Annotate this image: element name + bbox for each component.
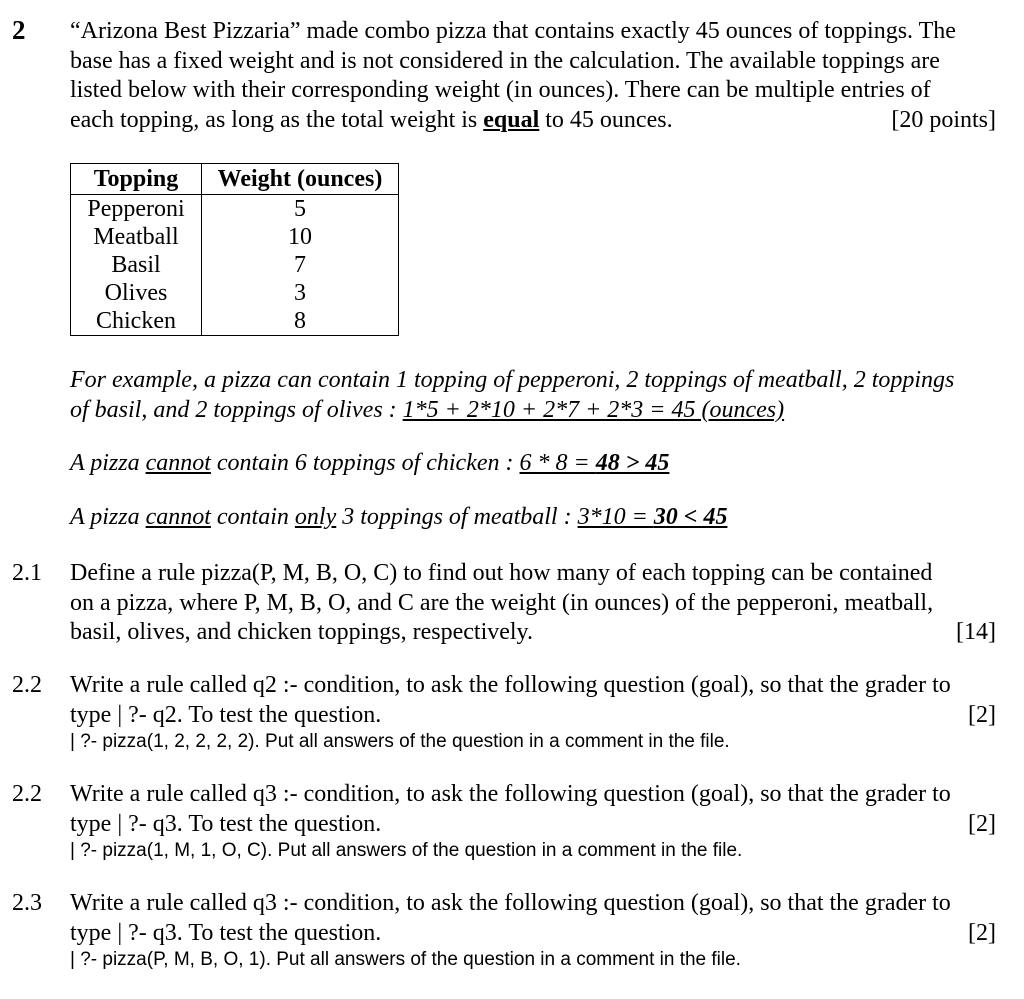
- query-text: | ?- pizza(1, 2, 2, 2, 2). Put all answers of the question in a comment in the file.: [70, 731, 730, 752]
- emphasis-equal: equal: [483, 106, 540, 133]
- subquestion-label: 2.2: [12, 781, 42, 807]
- question-number: 2: [12, 15, 26, 45]
- column-header-weight: Weight (ounces): [202, 164, 399, 195]
- subquestion-label: 2.3: [12, 890, 42, 916]
- column-header-topping: Topping: [71, 164, 202, 195]
- weight-cell: 10: [202, 223, 399, 251]
- subquestion-points: [2]: [968, 701, 996, 728]
- subquestion-points: [14]: [956, 619, 996, 645]
- intro-line: “Arizona Best Pizzaria” made combo pizza that contains exactly 45 ounces of toppings. The: [70, 18, 956, 44]
- toppings-table: [70, 163, 399, 336]
- example-paragraph: [70, 366, 996, 425]
- subquestion-label: 2.2: [12, 672, 42, 698]
- subquestion-2-1: Define a rule pizza(P, M, B, O, C) to find out how many of each topping can be contained on a pizza, where P, M, B, O, and C are the weight (in ounces) of the pepperoni, meatball, basil, olives, and chicken toppings, respectively. [14]: [70, 559, 996, 648]
- weight-cell: 5: [202, 195, 399, 224]
- counter-example-meatball: A pizza cannot contain only 3 toppings of meatball : 3*10 = 30 < 45: [70, 504, 728, 530]
- weight-cell: 8: [202, 307, 399, 336]
- topping-cell: Olives: [71, 279, 202, 307]
- query-text: | ?- pizza(1, M, 1, O, C). Put all answers of the question in a comment in the file.: [70, 840, 743, 861]
- example-line: For example, a pizza can contain 1 topping of pepperoni, 2 toppings of meatball, 2 toppings: [70, 367, 955, 393]
- counter-calculation: 3*10 = 30 < 45: [577, 504, 728, 530]
- intro-line: listed below with their corresponding weight (in ounces). There can be multiple entries of: [70, 77, 931, 103]
- intro-line: each topping, as long as the total weight is equal to 45 ounces. [20 points]: [70, 106, 996, 136]
- question-points: [20 points]: [891, 106, 996, 133]
- subquestion-label: 2.1: [12, 560, 42, 586]
- topping-cell: Chicken: [71, 307, 202, 336]
- weight-cell: 3: [202, 279, 399, 307]
- table-row: [71, 279, 399, 307]
- table-header-row: [71, 164, 399, 195]
- subquestion-2-2-q3: Write a rule called q3 :- condition, to ask the following question (goal), so that the grader to type | ?- q3. To test the question. [2] | ?- pizza(1, M, 1, O, C). Put all answers of the question in a comment in the file.: [70, 781, 996, 861]
- weight-cell: 7: [202, 251, 399, 279]
- topping-cell: Pepperoni: [71, 195, 202, 224]
- example-calculation: 1*5 + 2*10 + 2*7 + 2*3 = 45 (ounces): [402, 396, 785, 423]
- table-row: [71, 195, 399, 224]
- counter-calculation: 6 * 8 = 48 > 45: [519, 450, 670, 476]
- topping-cell: Meatball: [71, 223, 202, 251]
- table-row: [71, 251, 399, 279]
- topping-cell: Basil: [71, 251, 202, 279]
- subquestion-points: [2]: [968, 810, 996, 837]
- question-intro: [70, 17, 996, 135]
- query-text: | ?- pizza(P, M, B, O, 1). Put all answers of the question in a comment in the file.: [70, 949, 741, 970]
- subquestion-points: [2]: [968, 919, 996, 946]
- counter-example-chicken: A pizza cannot contain 6 toppings of chicken : 6 * 8 = 48 > 45: [70, 450, 670, 476]
- table-row: [71, 223, 399, 251]
- subquestion-2-3: Write a rule called q3 :- condition, to ask the following question (goal), so that the grader to type | ?- q3. To test the question. [2] | ?- pizza(P, M, B, O, 1). Put all answers of the question in a comment in the file.: [70, 890, 996, 970]
- example-line: of basil, and 2 toppings of olives : 1*5 + 2*10 + 2*7 + 2*3 = 45 (ounces): [70, 396, 785, 423]
- subquestion-2-2-q2: Write a rule called q2 :- condition, to ask the following question (goal), so that the grader to type | ?- q2. To test the question. [2] | ?- pizza(1, 2, 2, 2, 2). Put all answers of the question in a comment in the file.: [70, 672, 996, 752]
- intro-line: base has a fixed weight and is not considered in the calculation. The available toppings are: [70, 47, 940, 74]
- table-row: [71, 307, 399, 336]
